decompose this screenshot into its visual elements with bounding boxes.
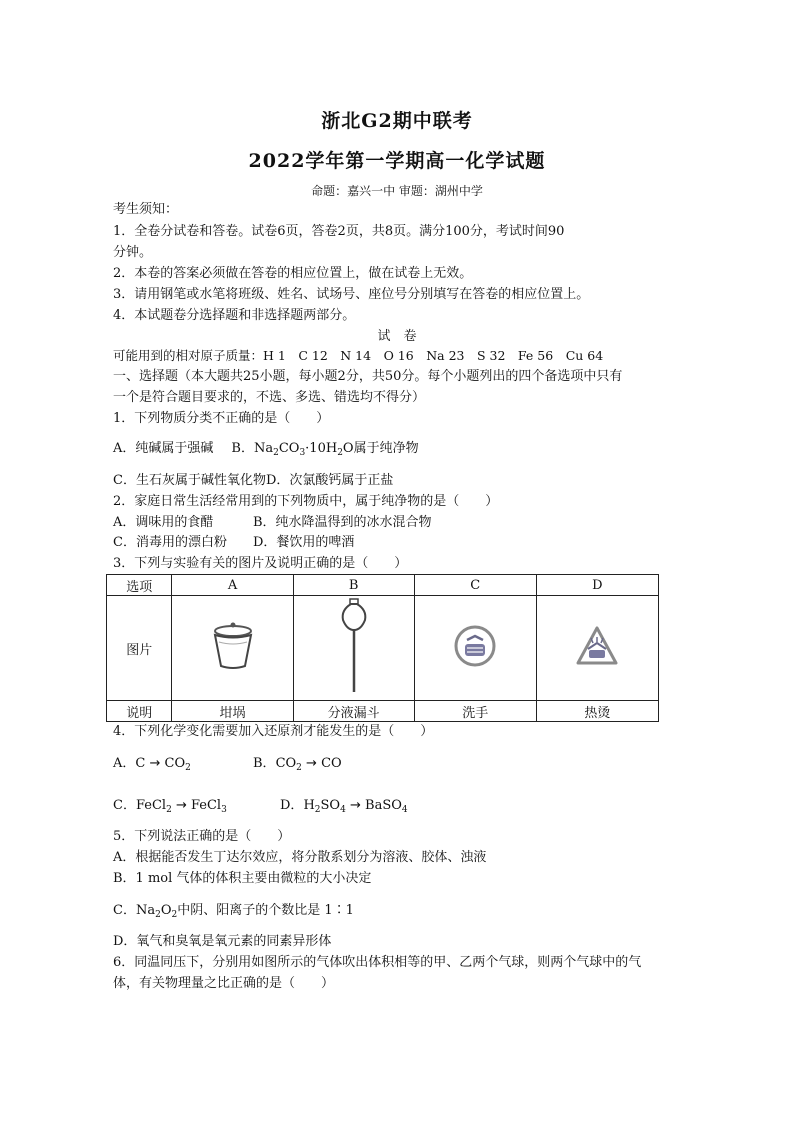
q4-option-d: D．$H_2SO_4$ → BaSO$_4$ <box>280 798 408 815</box>
q3-header-c: C <box>414 575 536 596</box>
separatory-funnel-icon <box>339 598 369 698</box>
q2-option-b: B．纯水降温得到的冰水混合物 <box>253 515 432 530</box>
q2-stem: 2．家庭日常生活经常用到的下列物质中，属于纯净物的是（ ） <box>113 494 499 509</box>
q4-options-ab <box>113 754 342 778</box>
notice-item-1: 1．全卷分试卷和答卷。试卷6页，答卷2页，共8页。满分100分，考试时间90 <box>113 224 565 239</box>
notice-item-4: 4．本试题卷分选择题和非选择题两部分。 <box>113 308 356 323</box>
q3-desc-a: 坩埚 <box>172 701 293 722</box>
q3-header-b: B <box>293 575 414 596</box>
section-title: 试 卷 <box>377 329 417 344</box>
q3-desc-b: 分液漏斗 <box>293 701 414 722</box>
q1-options-ab <box>113 439 419 463</box>
notice-item-3: 3．请用钢笔或水笔将班级、姓名、试场号、座位号分别填写在答卷的相应位置上。 <box>113 287 590 302</box>
notice-heading: 考生须知： <box>113 202 179 217</box>
notice-item-2: 2．本卷的答案必须做在答卷的相应位置上，做在试卷上无效。 <box>113 266 473 281</box>
exam-title: 浙北G2期中联考 <box>321 110 473 132</box>
q5-option-d: D．氧气和臭氧是氧元素的同素异形体 <box>113 934 332 949</box>
q2-options-ab <box>113 513 432 533</box>
q1-options-cd <box>113 471 393 491</box>
q2-option-a: A．调味用的食醋 <box>113 515 214 530</box>
q1-option-d: D．次氯酸钙属于正盐 <box>265 473 394 488</box>
q1-stem: 1．下列物质分类不正确的是（ ） <box>113 411 330 426</box>
q5-option-b: B．1 mol 气体的体积主要由微粒的大小决定 <box>113 871 372 886</box>
q5-option-a: A．根据能否发生丁达尔效应，将分散系划分为溶液、胶体、浊液 <box>113 850 487 865</box>
q4-stem: 4．下列化学变化需要加入还原剂才能发生的是（ ） <box>113 724 434 739</box>
q1-option-b: B．$Na_2CO_3\cdot 10H_2O$属于纯净物 <box>231 441 419 458</box>
q4-option-c: C．FeCl$_2$ → FeCl$_3$ <box>113 798 227 815</box>
q1-option-a: A．纯碱属于强碱 <box>113 441 214 456</box>
q3-table <box>106 574 659 722</box>
part1-instructions-2: 一个是符合题目要求的，不选、多选、错选均不得分） <box>113 390 426 405</box>
q3-header-a: A <box>172 575 293 596</box>
q1-option-c: C．生石灰属于碱性氧化物 <box>113 473 266 488</box>
q3-image-a <box>172 596 293 701</box>
hot-surface-warning-icon <box>575 625 619 671</box>
q3-image-b <box>293 596 414 701</box>
q3-stem: 3．下列与实验有关的图片及说明正确的是（ ） <box>113 556 408 571</box>
q2-option-c: C．消毒用的漂白粉 <box>113 535 227 550</box>
part1-instructions-1: 一、选择题（本大题共25小题，每小题2分，共50分。每个小题列出的四个备选项中只有 <box>113 369 623 384</box>
q5-stem: 5．下列说法正确的是（ ） <box>113 829 291 844</box>
q3-desc-d: 热烫 <box>536 701 658 722</box>
q2-option-d: D．餐饮用的啤酒 <box>253 535 355 550</box>
hand-washing-icon <box>453 624 497 672</box>
q3-header-option: 选项 <box>107 575 172 596</box>
crucible-icon <box>210 620 256 676</box>
notice-item-1-cont: 分钟。 <box>113 245 153 260</box>
atomic-masses: 可能用到的相对原子质量：H 1 C 12 N 14 O 16 Na 23 S 32 Fe 56 Cu 64 <box>113 348 604 363</box>
q3-desc-c: 洗手 <box>414 701 536 722</box>
q3-image-d <box>536 596 658 701</box>
q3-row-label-desc: 说明 <box>107 701 172 722</box>
exam-authors: 命题：嘉兴一中 审题：湖州中学 <box>311 184 483 198</box>
q3-header-d: D <box>536 575 658 596</box>
q5-option-c: C．$Na_2O_2$中阴、阳离子的个数比是 1∶1 <box>113 903 354 920</box>
q4-option-b: B．$CO_2$ → CO <box>253 756 342 773</box>
q3-image-c <box>414 596 536 701</box>
q2-options-cd <box>113 533 354 553</box>
q6-stem-2: 体，有关物理量之比正确的是（ ） <box>113 976 335 991</box>
q4-options-cd <box>113 796 408 820</box>
q6-stem-1: 6．同温同压下，分别用如图所示的气体吹出体积相等的甲、乙两个气球，则两个气球中的气 <box>113 955 642 970</box>
exam-subtitle: 2022学年第一学期高一化学试题 <box>248 150 546 172</box>
q4-option-a: A．$C \to CO_2$ <box>113 756 191 773</box>
q3-row-label-image: 图片 <box>107 596 172 701</box>
